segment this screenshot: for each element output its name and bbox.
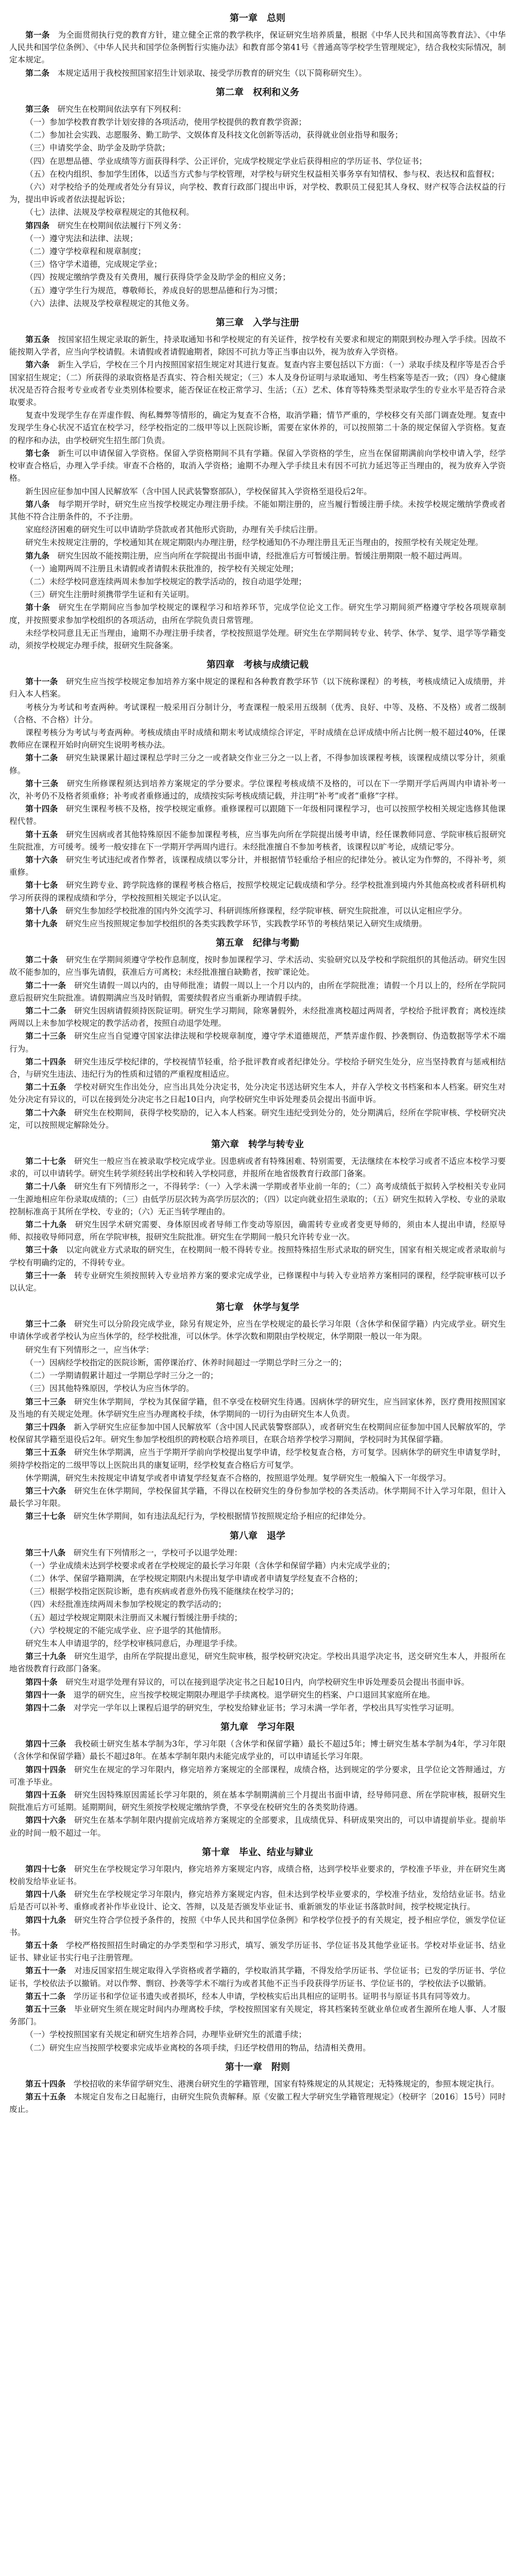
article-paragraph xyxy=(9,129,506,141)
chapter-heading: 第二章 权利和义务 xyxy=(216,87,299,98)
article-paragraph xyxy=(9,1056,506,1080)
article-paragraph xyxy=(9,142,506,154)
article-paragraph xyxy=(9,1472,506,1484)
article-paragraph xyxy=(9,447,506,485)
article-paragraph xyxy=(9,284,506,297)
article-text: 毕业研究生须在规定时间内办理离校手续，学校按照国家有关规定，将其档案转至就业单位或者生源所在地人事、人才服务部门。 xyxy=(9,2005,506,2027)
article-label: 第五条 xyxy=(25,334,50,345)
article-paragraph xyxy=(9,523,506,536)
article-paragraph xyxy=(9,828,506,853)
article-paragraph xyxy=(9,575,506,588)
article-text: （五）超过学校规定期限未注册而又未履行暂缓注册手续的； xyxy=(25,1613,243,1622)
article-paragraph xyxy=(9,116,506,128)
article-label: 第八条 xyxy=(25,499,50,509)
article-text: 课程考核分为考试与考查两种。考核成绩由平时成绩和期末考试成绩综合评定，平时成绩在总评成绩中所占比例一般不超过40%，任课教师应在课程开始时向研究生说明考核办法。 xyxy=(9,727,506,750)
article-text: 学校招收的来华留学研究生、港澳台研究生的学籍管理，国家有特殊规定的从其规定；无特殊规定的，参照本规定执行。 xyxy=(73,2079,500,2089)
article-text: （六）对学校给予的处理或者处分有异议，向学校、教育行政部门提出申诉，对学校、教职员工侵犯其人身权、财产权等合法权益的行为，提出申诉或者依法提起诉讼； xyxy=(9,182,506,205)
article-paragraph xyxy=(9,2028,506,2041)
article-label: 第六条 xyxy=(25,360,50,370)
article-text: 研究生在学期间应当参加学校规定的课程学习和培养环节，完成学位论文工作。研究生学习期间须严格遵守学校各项规章制度，并按照要求参加学校组织的各项活动，由所在学院负责日常管理。 xyxy=(9,603,506,625)
article-paragraph xyxy=(9,1510,506,1522)
chapter-heading: 第四章 考核与成绩记载 xyxy=(207,659,308,671)
article-text: （一）逾期两周不注册且未请假或者请假未获批准的，按学校有关规定处理； xyxy=(25,564,299,573)
article-paragraph xyxy=(9,2078,506,2090)
article-paragraph xyxy=(9,2042,506,2054)
article-label: 第十条 xyxy=(25,602,50,613)
article-paragraph xyxy=(9,1612,506,1624)
article-text: 转专业研究生须按照转入专业培养方案的要求完成学业，已修课程中与转入专业培养方案相同的课程，经学院审核可以予以认定。 xyxy=(9,1270,506,1293)
article-text: （二）一学期请假累计超过一学期总学时三分之一的； xyxy=(25,1371,218,1381)
chapter-heading: 第八章 退学 xyxy=(230,1530,285,1541)
article-label: 第三十四条 xyxy=(25,1421,66,1432)
article-text: 研究生因故不能按期注册，应当向所在学院提出书面申请，经批准后方可暂缓注册。暂缓注册期限一般不超过两周。 xyxy=(57,551,467,561)
article-text: 研究生在基本学制年限内提前完成培养方案规定的全部要求，且成绩优异、科研成果突出的，可以申请提前毕业。提前毕业的时间一般不超过一年。 xyxy=(9,1816,506,1838)
article-text: 研究生在规定的学习年限内，修完培养方案规定的全部课程，成绩合格，达到规定的学分要求，且学位论文答辩通过，方可准予毕业。 xyxy=(9,1765,506,1787)
article-text: 研究生在学校规定学习年限内，修完培养方案规定内容，但未达到学校毕业要求的，学校准予结业，发给结业证书。结业后是否可以补考、重修或者补作毕业设计、论文、答辩，以及是否颁发毕业证书、重新颁发的毕业证书落款时间，按学校规定执行。 xyxy=(9,1890,506,1912)
article-label: 第三十二条 xyxy=(25,1319,66,1329)
article-paragraph xyxy=(9,1888,506,1913)
article-text: （三）研究生注册时须携带学生证和有关证明。 xyxy=(25,590,194,600)
article-label: 第四十四条 xyxy=(25,1764,66,1774)
article-text: 研究生休学期间，学校为其保留学籍，但不享受在校研究生待遇。因病休学的研究生，应当回家休养，医疗费用按照国家及当地的有关规定处理。休学研究生应当办理离校手续，休学期间的一切行为由研究生本人负责。 xyxy=(9,1397,506,1419)
article-label: 第十六条 xyxy=(25,854,58,865)
article-text: 研究生考试违纪或者作弊者，该课程成绩以零分计，并根据情节轻重给予相应的纪律处分。被认定为作弊的，不得补考，须重修。 xyxy=(9,855,506,877)
article-text: 研究生对退学处理有异议的，可以在接到退学决定书之日起10日内，向学校研究生申诉处理委员会提出书面申诉。 xyxy=(65,1677,470,1687)
article-label: 第十三条 xyxy=(25,778,59,788)
article-text: 新生因应征参加中国人民解放军（含中国人民武装警察部队），学校保留其入学资格至退役后2年。 xyxy=(25,486,372,496)
article-label: 第二十五条 xyxy=(25,1082,66,1092)
article-label: 第十四条 xyxy=(25,804,58,814)
article-paragraph xyxy=(9,1396,506,1420)
article-paragraph xyxy=(9,155,506,167)
article-text: （一）学校按照国家有关规定和研究生培养合同，办理毕业研究生的派遣手续； xyxy=(25,2030,306,2040)
article-text: 研究生所修课程须达到培养方案规定的学分要求。学位课程考核成绩不及格的，可以在下一学期开学后两周内申请补考一次，补考仍不及格者须重修；补考或者重修通过的，成绩按实际考核成绩记载，并注明“补考”或者“重修”字样。 xyxy=(9,778,506,801)
article-paragraph xyxy=(9,1814,506,1839)
article-text: （三）恪守学术道德，完成规定学业； xyxy=(25,260,162,269)
article-paragraph xyxy=(9,1369,506,1382)
article-label: 第十七条 xyxy=(25,880,58,890)
article-text: 新生可以申请保留入学资格。保留入学资格期间不具有学籍。保留入学资格的学生，应当在保留期满前向学校申请入学，经学校审查合格后，办理入学手续。审查不合格的，取消入学资格；逾期不办理入学手续且未有因不可抗力延迟等正当理由的，视为放弃入学资格。 xyxy=(9,448,506,483)
article-paragraph xyxy=(9,498,506,523)
article-paragraph xyxy=(9,1914,506,1939)
article-text: 新入学研究生应征参加中国人民解放军（含中国人民武装警察部队），或者研究生在校期间应征参加中国人民解放军的，学校保留其学籍至退役后2年。研究生参加学校组织的跨校联合培养项目，在联合培养学校学习期间，学校同时为其保留学籍。 xyxy=(9,1422,506,1445)
article-paragraph xyxy=(9,1624,506,1637)
article-label: 第三十九条 xyxy=(25,1651,66,1662)
chapter-heading: 第五章 纪律与考勤 xyxy=(216,938,299,949)
article-paragraph xyxy=(9,1180,506,1218)
article-text: 研究生在校期间依法享有下列权利： xyxy=(57,104,186,114)
article-paragraph xyxy=(9,1269,506,1294)
article-text: （一）参加学校教育教学计划安排的各项活动，使用学校提供的教育教学资源； xyxy=(25,117,306,127)
article-text: 以定向就业方式录取的研究生，在校期间一般不得转专业。按照特殊招生形式录取的研究生，国家有相关规定或者录取前与学校有明确约定的，不得转专业。 xyxy=(9,1245,506,1267)
article-text: 本规定自发布之日起施行，由研究生院负责解释。原《安徽工程大学研究生学籍管理规定》（校研字〔2016〕15号）同时废止。 xyxy=(9,2092,506,2114)
article-paragraph xyxy=(9,258,506,270)
article-label: 第三十条 xyxy=(25,1245,58,1255)
article-paragraph xyxy=(9,1547,506,1559)
article-paragraph xyxy=(9,245,506,258)
article-paragraph xyxy=(9,1939,506,1964)
article-label: 第二十三条 xyxy=(25,1031,66,1041)
article-text: 研究生在校期间依法履行下列义务： xyxy=(57,221,186,230)
article-text: 研究生违反学校纪律的，学校视情节轻重，给予批评教育或者纪律处分。学校给予研究生处分，应当坚持教育与惩戒相结合，与研究生违法、违纪行为的性质和过错的严重程度相适应。 xyxy=(9,1057,506,1079)
article-label: 第二十七条 xyxy=(25,1156,66,1166)
article-label: 第三十六条 xyxy=(25,1485,66,1496)
article-label: 第二十二条 xyxy=(25,1006,66,1016)
article-text: 研究生有下列情形之一，学校可予以退学处理： xyxy=(73,1548,243,1557)
article-text: 研究生休学期间，如有违法乱纪行为，学校根据情节按照规定给予相应的纪律处分。 xyxy=(73,1512,371,1521)
article-label: 第三十八条 xyxy=(25,1547,66,1557)
article-paragraph xyxy=(9,1030,506,1055)
article-text: 考核分为考试和考查两种。考试课程一般采用百分制计分，考查课程一般采用五级制（优秀、良好、中等、及格、不及格）或者二级制（合格、不合格）计分。 xyxy=(9,702,506,724)
article-label: 第七条 xyxy=(25,448,50,458)
article-text: （三）因其他特殊原因，学校认为应当休学的。 xyxy=(25,1384,194,1394)
article-text: （三）申请奖学金、助学金及助学贷款； xyxy=(25,143,170,153)
article-paragraph xyxy=(9,879,506,904)
article-text: 为全面贯彻执行党的教育方针，建立健全正常的教学秩序，保证研究生培养质量，根据《中华人民共和国高等教育法》、《中华人民共和国学位条例》、《中华人民共和国学位条例暂行实施办法》和教育部令第41号《普通高等学校学生管理规定》，结合我校实际情况，制定本规定。 xyxy=(9,30,506,65)
article-label: 第二十九条 xyxy=(25,1219,67,1230)
article-paragraph xyxy=(9,701,506,726)
article-paragraph xyxy=(9,1421,506,1446)
article-label: 第四条 xyxy=(25,220,49,230)
article-paragraph xyxy=(9,777,506,802)
article-text: 我校硕士研究生基本学制为3年，学习年限（含休学和保留学籍）最长不超过5年；博士研究生基本学制为4年，学习年限（含休学和保留学籍）最长不超过8年。在基本学制年限内未能完成学业的，可以申请延长学习年限。 xyxy=(9,1739,506,1761)
article-text: 研究生请假一周以内的，由导师批准；请假一周以上一个月以内的，由所在学院批准；请假一个月以上的，经所在学院同意后报研究生院批准。请假期满应当及时销假，需要续假者应当重新办理请假手续。 xyxy=(9,980,506,1003)
article-paragraph xyxy=(9,1789,506,1814)
article-text: （六）法律、法规及学校章程规定的其他义务。 xyxy=(25,298,194,308)
article-text: 研究生本人申请退学的，经学校审核同意后，办理退学手续。 xyxy=(25,1638,243,1648)
article-paragraph xyxy=(9,1005,506,1029)
chapter-heading: 第九章 学习年限 xyxy=(220,1722,295,1733)
article-text: （四）在思想品德、学业成绩等方面获得科学、公正评价，完成学校规定学业后获得相应的学历证书、学位证书； xyxy=(25,156,427,166)
article-text: 研究生在学期间须遵守学校作息制度，按时参加课程学习、学术活动、实验研究以及学校和学院组织的其他活动。研究生因故不能参加的，应当事先请假，获准后方可离校；未经批准擅自缺勤者，按旷课论处。 xyxy=(9,955,506,977)
article-text: （七）法律、法规及学校章程规定的其他权利。 xyxy=(25,208,194,217)
article-paragraph xyxy=(9,550,506,562)
article-paragraph xyxy=(9,1081,506,1106)
article-paragraph xyxy=(9,2003,506,2028)
article-paragraph xyxy=(9,954,506,978)
article-paragraph xyxy=(9,2091,506,2115)
article-text: 研究生退学，由所在学院提出意见，研究生院审核，报学校研究决定。学校出具退学决定书，送交研究生本人，并报所在地省级教育行政部门备案。 xyxy=(9,1652,506,1674)
article-text: 本规定适用于我校按照国家招生计划录取、接受学历教育的研究生（以下简称研究生）。 xyxy=(57,68,367,78)
article-text: 学历证书和学位证书遗失或者损坏，经本人申请，学校核实后出具相应的证明书。证明书与原证书具有同等效力。 xyxy=(73,1991,475,2001)
article-label: 第二十四条 xyxy=(25,1056,66,1066)
article-label: 第十九条 xyxy=(25,919,58,928)
article-paragraph xyxy=(9,29,506,66)
article-label: 第四十八条 xyxy=(25,1889,66,1900)
article-label: 第四十三条 xyxy=(25,1739,66,1749)
chapter-heading: 第十一章 附则 xyxy=(225,2061,290,2073)
article-paragraph xyxy=(9,905,506,917)
article-paragraph xyxy=(9,232,506,245)
article-paragraph xyxy=(9,588,506,601)
article-paragraph xyxy=(9,1107,506,1131)
article-text: 研究生有下列情形之一，应当休学： xyxy=(25,1345,154,1354)
article-text: 研究生在学校规定学习年限内，修完培养方案规定内容，成绩合格，达到学校毕业要求的，学校准予毕业，并在研究生离校前发给毕业证书。 xyxy=(9,1864,506,1886)
article-text: 研究生因病请假须持医院证明。研究生学习期间，除寒暑假外，未经批准离校超过两周者，学校给予批评教育；离校连续两周以上未参加学校规定的教学活动者，按照自动退学处理。 xyxy=(9,1006,506,1028)
article-paragraph xyxy=(9,1598,506,1611)
article-label: 第二条 xyxy=(25,67,49,78)
article-paragraph xyxy=(9,1446,506,1471)
chapter-heading: 第七章 休学与复学 xyxy=(216,1302,299,1313)
article-text: 研究生有下列情形之一，不得转学：（一）入学未满一学期或者毕业前一年的；（二）高考成绩低于拟转入学校相关专业同一生源地相应年份录取成绩的；（三）由低学历层次转为高学历层次的；（四）以定向就业招生录取的；（五）研究生拟转入学校、专业的录取控制标准高于其所在学校、专业的；（六）无正当转学理由的。 xyxy=(9,1182,506,1216)
article-paragraph xyxy=(9,563,506,575)
article-text: 研究生因学术研究需要、身体原因或者导师工作变动等原因，确需转专业或者变更导师的，须由本人提出申请，经原导师、拟接收导师同意，所在学院审核，报研究生院批准。研究生在学期间一般只允许转专业一次。 xyxy=(9,1220,506,1242)
article-text: 研究生因特殊原因需延长学习年限的，须在基本学制期满前三个月提出书面申请，经导师同意、所在学院审核，报研究生院批准后方可延期。延期期间，研究生须按学校规定缴纳学费，不享受在校研究生的各类奖助待遇。 xyxy=(9,1790,506,1812)
article-text: 研究生参加经学校批准的国内外交流学习、科研训练所修课程，经学院审核、研究生院批准，可以认定相应学分。 xyxy=(65,906,467,916)
article-paragraph xyxy=(9,1560,506,1572)
article-text: （四）未经批准连续两周未参加学校规定的教学活动的； xyxy=(25,1600,227,1609)
article-paragraph xyxy=(9,485,506,498)
article-paragraph xyxy=(9,1764,506,1788)
article-paragraph xyxy=(9,1650,506,1675)
article-paragraph xyxy=(9,168,506,180)
article-label: 第十五条 xyxy=(25,829,58,839)
article-paragraph xyxy=(9,675,506,700)
article-paragraph xyxy=(9,181,506,206)
article-text: （一）因病经学校指定的医院诊断，需停课治疗、休养时间超过一学期总学时三分之一的； xyxy=(25,1358,347,1367)
article-label: 第十八条 xyxy=(25,905,58,916)
article-paragraph xyxy=(9,1357,506,1369)
article-paragraph xyxy=(9,803,506,827)
article-text: 研究生在休学期间，学校保留其学籍，不得以在校研究生的身份参加学校的各类活动。休学期间不计入学习年限，但计入最长学习年限。 xyxy=(9,1486,506,1509)
article-paragraph xyxy=(9,601,506,626)
article-paragraph xyxy=(9,271,506,283)
article-label: 第五十二条 xyxy=(25,1991,66,2001)
article-label: 第三十五条 xyxy=(25,1447,66,1458)
article-text: 研究生跨专业、跨学院选修的课程考核合格后，按照学校规定记载成绩和学分。经学校批准到境内外其他高校或者科研机构学习所获得的课程成绩和学分，学校按照相关规定予以认定。 xyxy=(9,880,506,903)
article-label: 第三十一条 xyxy=(25,1270,66,1280)
article-text: 研究生一般应当在被录取学校完成学业。因患病或者有特殊困难、特别需要，无法继续在本校学习或者不适应本校学习要求的，可以申请转学。研究生转学须经转出学校和转入学校同意，并报所在地省级教育行政部门备案。 xyxy=(9,1157,506,1179)
article-text: 研究生应当按照规定参加学校组织的各类实践教学环节，实践教学环节的考核结果记入研究生成绩册。 xyxy=(65,919,427,928)
article-text: 研究生可以分阶段完成学业，除另有规定外，应当在学校规定的最长学习年限（含休学和保留学籍）内完成学业。研究生申请休学或者学校认为应当休学的，经学校批准，可以休学。休学次数和期限由学校规定，休学期限一般以一年为限。 xyxy=(9,1319,506,1342)
article-paragraph xyxy=(9,359,506,409)
article-label: 第十一条 xyxy=(25,676,58,687)
article-paragraph xyxy=(9,67,506,79)
article-text: 研究生在校期间，获得学校奖励的，记入本人档案。研究生违纪受到处分的，处分期满后，经所在学院审核、学校研究决定，可以按照规定解除处分。 xyxy=(9,1108,506,1130)
article-text: （三）根据学校指定医院诊断，患有疾病或者意外伤残不能继续在校学习的； xyxy=(25,1587,299,1597)
article-paragraph xyxy=(9,103,506,115)
article-paragraph xyxy=(9,1382,506,1395)
article-label: 第五十三条 xyxy=(25,2004,66,2014)
article-text: 研究生应当按学校规定参加培养方案中规定的课程和各种教育教学环节（以下统称课程）的考核，考核成绩记入成绩册，并归入本人档案。 xyxy=(9,677,506,699)
article-paragraph xyxy=(9,1572,506,1585)
article-label: 第二十六条 xyxy=(25,1107,66,1117)
article-text: （四）按规定缴纳学费及有关费用，履行获得贷学金及助学金的相应义务； xyxy=(25,273,290,282)
article-text: （六）学校规定的不能完成学业、应予退学的其他情形。 xyxy=(25,1625,227,1635)
article-paragraph xyxy=(9,333,506,358)
article-paragraph xyxy=(9,206,506,218)
article-label: 第四十二条 xyxy=(25,1702,66,1713)
article-paragraph xyxy=(9,1990,506,2003)
article-paragraph xyxy=(9,1218,506,1243)
article-text: 按国家招生规定录取的新生，持录取通知书和学校规定的有关证件，按学校有关要求和规定的期限到校办理入学手续。因故不能按期入学者，应当向学校请假。未请假或者请假逾期者，除因不可抗力等正当事由以外，视为放弃入学资格。 xyxy=(9,335,506,357)
article-text: （二）未经学校同意连续两周未参加学校规定的教学活动的，按自动退学处理； xyxy=(25,577,306,586)
article-label: 第三十三条 xyxy=(25,1396,66,1406)
article-label: 第五十条 xyxy=(25,1940,58,1951)
article-label: 第九条 xyxy=(25,550,49,561)
article-label: 第四十九条 xyxy=(25,1914,66,1925)
article-paragraph xyxy=(9,1155,506,1180)
article-label: 第五十五条 xyxy=(25,2092,66,2102)
article-text: （一）遵守宪法和法律、法规； xyxy=(25,233,138,243)
article-text: 复查中发现学生存在弄虚作假、徇私舞弊等情形的，确定为复查不合格，取消学籍；情节严重的，学校移交有关部门调查处理。复查中发现学生身心状况不适宜在校学习，经学校指定的二级甲等以上医院诊断，需要在家休养的，可以按照第二十条的规定保留入学资格。复查的程序和办法，由学校研究生招生部门负责。 xyxy=(9,411,506,445)
article-label: 第二十八条 xyxy=(25,1181,66,1192)
article-label: 第二十条 xyxy=(25,955,58,965)
article-text: （二）研究生应当按照学校要求完成毕业离校的各项手续，归还学校借用的物品，结清相关费用。 xyxy=(25,2043,371,2053)
article-label: 第三条 xyxy=(25,104,49,114)
article-text: （二）遵守学校章程和规章制度； xyxy=(25,247,146,257)
article-text: 家庭经济困难的研究生可以申请助学贷款或者其他形式资助，办理有关手续后注册。 xyxy=(25,525,323,535)
article-text: 研究生符合学位授予条件的，按照《中华人民共和国学位条例》和学校学位授予的有关规定，授予相应学位，颁发学位证书。 xyxy=(9,1915,506,1937)
article-paragraph xyxy=(9,536,506,549)
article-label: 第三十七条 xyxy=(25,1511,66,1521)
chapter-heading: 第十章 毕业、结业与肄业 xyxy=(202,1846,313,1858)
article-text: （二）参加社会实践、志愿服务、勤工助学、文娱体育及科技文化创新等活动，获得就业创业指导和服务； xyxy=(25,130,403,140)
article-text: 对学完一学年以上课程后退学的研究生，学校发给肄业证书；学习未满一学年者，学校出具写实性学习证明。 xyxy=(73,1703,459,1713)
article-paragraph xyxy=(9,1964,506,1989)
article-paragraph xyxy=(9,979,506,1004)
article-label: 第五十一条 xyxy=(25,1965,66,1976)
article-text: （二）休学、保留学籍期满，在学校规定期限内未提出复学申请或者申请复学经复查不合格的； xyxy=(25,1573,363,1583)
article-text: 研究生应当自觉遵守国家法律法规和学校规章制度，遵守学术道德规范，严禁弄虚作假、抄袭剽窃、伪造数据等学术不端行为。 xyxy=(9,1031,506,1054)
article-paragraph xyxy=(9,627,506,652)
article-paragraph xyxy=(9,1344,506,1356)
chapter-heading: 第一章 总则 xyxy=(230,13,285,24)
article-text: 休学期满，研究生未按规定申请复学或者申请复学经复查不合格的，按照退学处理。复学研究生一般编入下一年级学习。 xyxy=(25,1473,451,1483)
article-paragraph xyxy=(9,1485,506,1510)
article-paragraph xyxy=(9,1637,506,1650)
article-paragraph xyxy=(9,1863,506,1888)
article-paragraph xyxy=(9,1702,506,1714)
article-text: 研究生因病或者其他特殊原因不能参加课程考核，应当事先向所在学院提出缓考申请，经任课教师同意、学院审核后报研究生院批准，方可缓考。缓考一般安排在下一学期开学两周内进行。未经批准擅自不参加考核者，该课程以旷考论，成绩记零分。 xyxy=(9,829,506,852)
article-paragraph xyxy=(9,1738,506,1762)
article-paragraph xyxy=(9,1244,506,1268)
article-label: 第四十一条 xyxy=(25,1689,66,1700)
article-paragraph xyxy=(9,752,506,776)
article-text: （五）在校内组织、参加学生团体，以适当方式参与学校管理，对学校与研究生权益相关事务享有知情权、参与权、表达权和监督权； xyxy=(25,169,500,179)
article-text: 研究生休学期满，应当于学期开学前向学校提出复学申请，经学校复查合格，方可复学。因病休学的研究生申请复学时，须持学校指定的二级甲等以上医院出具的康复证明，经学校复查合格后方可复学。 xyxy=(9,1448,506,1470)
article-label: 第一条 xyxy=(25,30,50,40)
article-paragraph xyxy=(9,409,506,447)
article-label: 第四十条 xyxy=(25,1676,58,1687)
article-label: 第二十一条 xyxy=(25,980,66,990)
article-label: 第四十七条 xyxy=(25,1863,66,1874)
article-text: （一）学业成绩未达到学校要求或者在学校规定的最长学习年限（含休学和保留学籍）内未完成学业的； xyxy=(25,1561,395,1570)
article-text: 研究生课程考核不及格，按学校规定重修。重修课程可以跟随下一年级相同课程学习，也可以按照学校相关规定选修其他课程代替。 xyxy=(9,804,506,826)
article-paragraph xyxy=(9,297,506,310)
article-paragraph xyxy=(9,918,506,930)
article-label: 第四十五条 xyxy=(25,1789,66,1800)
article-paragraph xyxy=(9,1676,506,1688)
article-paragraph xyxy=(9,1318,506,1343)
article-text: 研究生未按规定注册的，学校通知其在规定期限内办理注册，经学校通知仍不办理注册且无正当理由的，按照学校有关规定处理。 xyxy=(25,538,484,548)
chapter-heading: 第三章 入学与注册 xyxy=(216,317,299,329)
article-text: 研究生缺课累计超过课程总学时三分之一或者缺交作业三分之一以上者，不得参加该课程考核，该课程成绩以零分计，须重修。 xyxy=(9,753,506,775)
article-paragraph xyxy=(9,854,506,878)
article-text: 未经学校同意且无正当理由，逾期不办理注册手续者，学校按照退学处理。研究生在学期间转专业、转学、休学、复学、退学等学籍变动，须按学校规定办理手续，报研究生院备案。 xyxy=(9,628,506,650)
article-paragraph xyxy=(9,1585,506,1598)
article-text: 退学的研究生，应当按学校规定期限办理退学手续离校。退学研究生的档案、户口退回其家庭所在地。 xyxy=(73,1690,435,1700)
article-text: 新生入学后，学校在三个月内按照国家招生规定对其进行复查。复查内容主要包括以下方面：（一）录取手续及程序等是否合乎国家招生规定；（二）所获得的录取资格是否真实、符合相关规定；（三）本人及身份证明与录取通知、考生档案等是否一致；（四）身心健康状况是否符合报考专业或者专业类别体检要求，能否保证在校正常学习、生活；（五）艺术、体育等特殊类型录取学生的专业水平是否符合录取要求。 xyxy=(9,360,506,408)
article-label: 第四十六条 xyxy=(25,1815,66,1825)
article-paragraph xyxy=(9,1689,506,1701)
article-text: （五）遵守学生行为规范，尊敬师长，养成良好的思想品德和行为习惯； xyxy=(25,285,283,295)
article-label: 第五十四条 xyxy=(25,2078,66,2089)
article-paragraph xyxy=(9,219,506,232)
chapter-heading: 第六章 转学与转专业 xyxy=(211,1139,304,1150)
article-paragraph xyxy=(9,726,506,751)
article-text: 学校对研究生作出处分，应当出具处分决定书，处分决定书送达研究生本人，并存入学校文书档案和本人档案。研究生对处分决定有异议的，可以在接到处分决定书之日起10日内，向学校研究生申诉处理委员会提出书面申诉。 xyxy=(9,1082,506,1105)
article-text: 学校严格按照招生时确定的办学类型和学习形式，填写、颁发学历证书、学位证书及其他学业证书。学校对毕业证书、结业证书、肄业证书实行电子注册管理。 xyxy=(9,1941,506,1963)
article-text: 每学期开学时，研究生应当按学校规定办理注册手续。不能如期注册的，应当履行暂缓注册手续。未按学校规定缴纳学费或者其他不符合注册条件的，不予注册。 xyxy=(9,499,506,521)
article-label: 第十二条 xyxy=(25,753,58,763)
article-text: 对违反国家招生规定取得入学资格或者学籍的，学校取消其学籍，不得发给学历证书、学位证书；已发的学历证书、学位证书，学校依法予以撤销。对以作弊、剽窃、抄袭等学术不端行为或者其他不正当手段获得学历证书、学位证书的，学校依法予以撤销。 xyxy=(9,1966,506,1988)
